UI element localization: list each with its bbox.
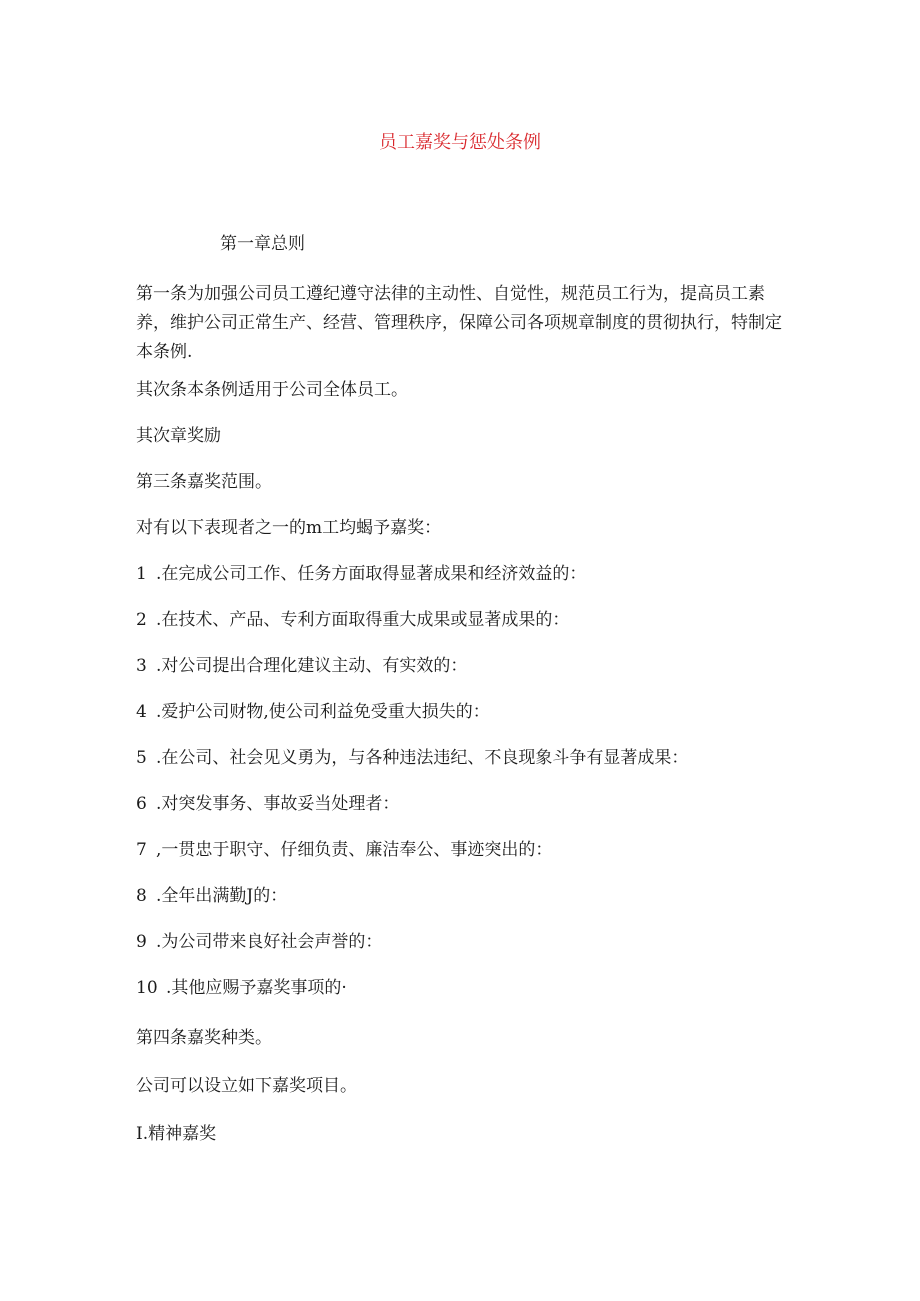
list-item xyxy=(136,884,287,908)
list-item-text: .对突发事务、事故妥当处理者： xyxy=(156,794,400,814)
list-item xyxy=(136,700,490,724)
list-item-text: .在完成公司工作、任务方面取得显著成果和经济效益的： xyxy=(156,564,587,584)
list-item-text: .其他应赐予嘉奖事项的· xyxy=(166,978,347,998)
list-item-number: 2 xyxy=(136,610,147,630)
list-item-text: .在技术、产品、专利方面取得重大成果或显著成果的： xyxy=(156,610,570,630)
list-item-text: .对公司提出合理化建议主动、有实效的： xyxy=(156,656,468,676)
list-item xyxy=(136,792,399,816)
article-heading: 第四条嘉奖种类。 xyxy=(136,1028,272,1048)
list-item-text: .爱护公司财物,使公司利益免受重大损失的： xyxy=(156,702,490,722)
article-paragraph: 其次条本条例适用于公司全体员工。 xyxy=(136,380,408,400)
list-item-number: 3 xyxy=(136,656,147,676)
chapter-heading: 其次章奖励 xyxy=(136,426,221,446)
article-intro: 对有以下表现者之一的m工均蝎予嘉奖： xyxy=(136,518,442,538)
list-item-number: 1 xyxy=(136,564,147,584)
document-title: 员工嘉奖与惩处条例 xyxy=(379,132,541,153)
list-item xyxy=(136,976,347,1000)
list-item-text: ,一贯忠于职守、仔细负责、廉洁奉公、事迹突出的： xyxy=(156,840,553,860)
list-item xyxy=(136,746,688,770)
list-item-number: 9 xyxy=(136,932,147,952)
article-paragraph: 第一条为加强公司员工遵纪遵守法律的主动性、自觉性，规范员工行为，提高员工素养，维护公司正常生产、经营、管理秩序，保障公司各项规章制度的贯彻执行，特制定本条例. xyxy=(136,284,782,362)
sub-heading: I.精神嘉奖 xyxy=(136,1124,217,1144)
list-item-text: .全年出满勤J的： xyxy=(156,886,288,906)
list-item xyxy=(136,654,467,678)
list-item-text: .为公司带来良好社会声誉的： xyxy=(156,932,383,952)
list-item-number: 4 xyxy=(136,702,147,722)
list-item-number: 6 xyxy=(136,794,147,814)
list-item-number: 5 xyxy=(136,748,147,768)
list-item-text: .在公司、社会见义勇为，与各种违法违纪、不良现象斗争有显著成果： xyxy=(156,748,689,768)
list-item-number: 7 xyxy=(136,840,147,860)
list-item xyxy=(136,608,569,632)
chapter-heading: 第一章总则 xyxy=(220,234,305,254)
list-item-number: 8 xyxy=(136,886,147,906)
article-intro: 公司可以设立如下嘉奖项目。 xyxy=(136,1076,357,1096)
list-item xyxy=(136,838,552,862)
list-item xyxy=(136,562,586,586)
article-heading: 第三条嘉奖范围。 xyxy=(136,472,272,492)
list-item xyxy=(136,930,382,954)
list-item-number: 10 xyxy=(136,978,158,998)
